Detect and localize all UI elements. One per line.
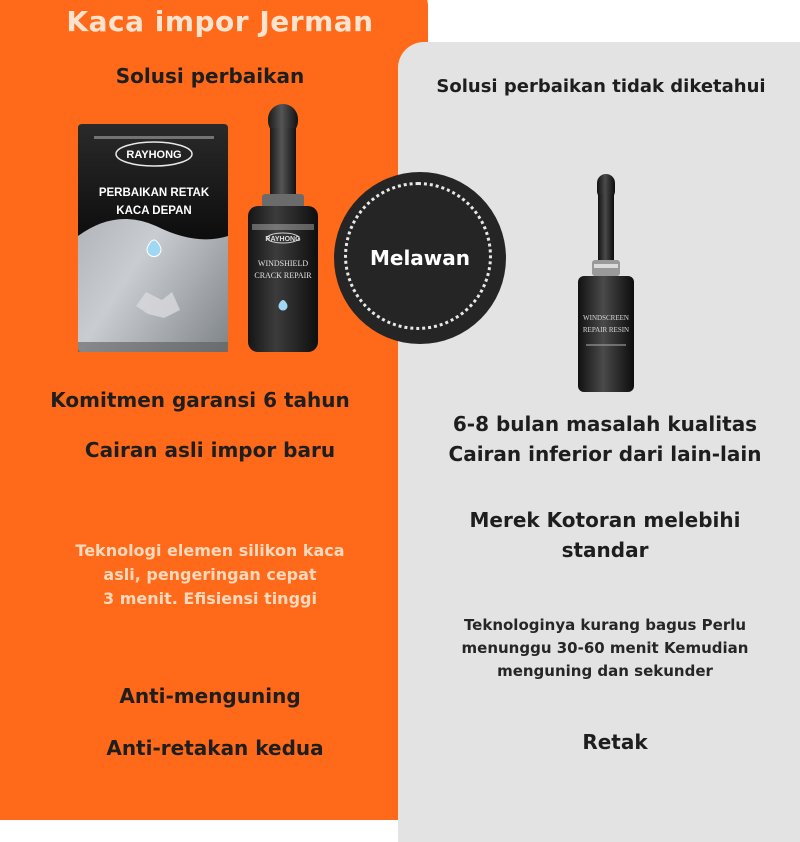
- competitor-bottle-image: [570, 172, 642, 394]
- competitor-bottle-line1: WINDSCREEN: [583, 314, 629, 322]
- right-tech-line1: Teknologinya kurang bagus Perlu: [463, 616, 747, 634]
- left-subtitle: Solusi perbaikan: [115, 64, 305, 88]
- right-issue-inferior: Cairan inferior dari lain-lain: [448, 442, 762, 466]
- bottle-label-line2: CRACK REPAIR: [254, 271, 312, 280]
- box-brand-text: RAYHONG: [126, 149, 182, 161]
- left-title: Kaca impor Jerman: [66, 5, 374, 38]
- right-issue-crack: Retak: [582, 730, 648, 754]
- right-issue-impurity-line1: Merek Kotoran melebihi: [469, 508, 741, 532]
- right-issue-quality: 6-8 bulan masalah kualitas: [452, 412, 758, 436]
- vs-label: Melawan: [369, 246, 471, 270]
- right-tech-line3: menguning dan sekunder: [497, 662, 713, 680]
- box-label-line1: PERBAIKAN RETAK: [98, 187, 210, 199]
- left-tech-line3: 3 menit. Efisiensi tinggi: [103, 589, 317, 608]
- right-subtitle: Solusi perbaikan tidak diketahui: [436, 76, 766, 97]
- right-issue-impurity-line2: standar: [561, 538, 649, 562]
- product-image: [76, 96, 376, 358]
- left-tech-line1: Teknologi elemen silikon kaca: [75, 541, 345, 560]
- left-feature-anti-yellow: Anti-menguning: [119, 684, 301, 708]
- bottle-label-line1: WINDSHIELD: [257, 259, 309, 268]
- right-tech-line2: menunggu 30-60 menit Kemudian: [461, 639, 749, 657]
- left-feature-liquid: Cairan asli impor baru: [84, 438, 336, 462]
- box-label-line2: KACA DEPAN: [116, 205, 192, 217]
- left-feature-anti-crack: Anti-retakan kedua: [106, 736, 324, 760]
- left-feature-warranty: Komitmen garansi 6 tahun: [50, 388, 350, 412]
- competitor-bottle-line2: REPAIR RESIN: [582, 326, 630, 334]
- left-tech-line2: asli, pengeringan cepat: [103, 565, 317, 584]
- bottle-brand-text: RAYHONG: [265, 236, 301, 243]
